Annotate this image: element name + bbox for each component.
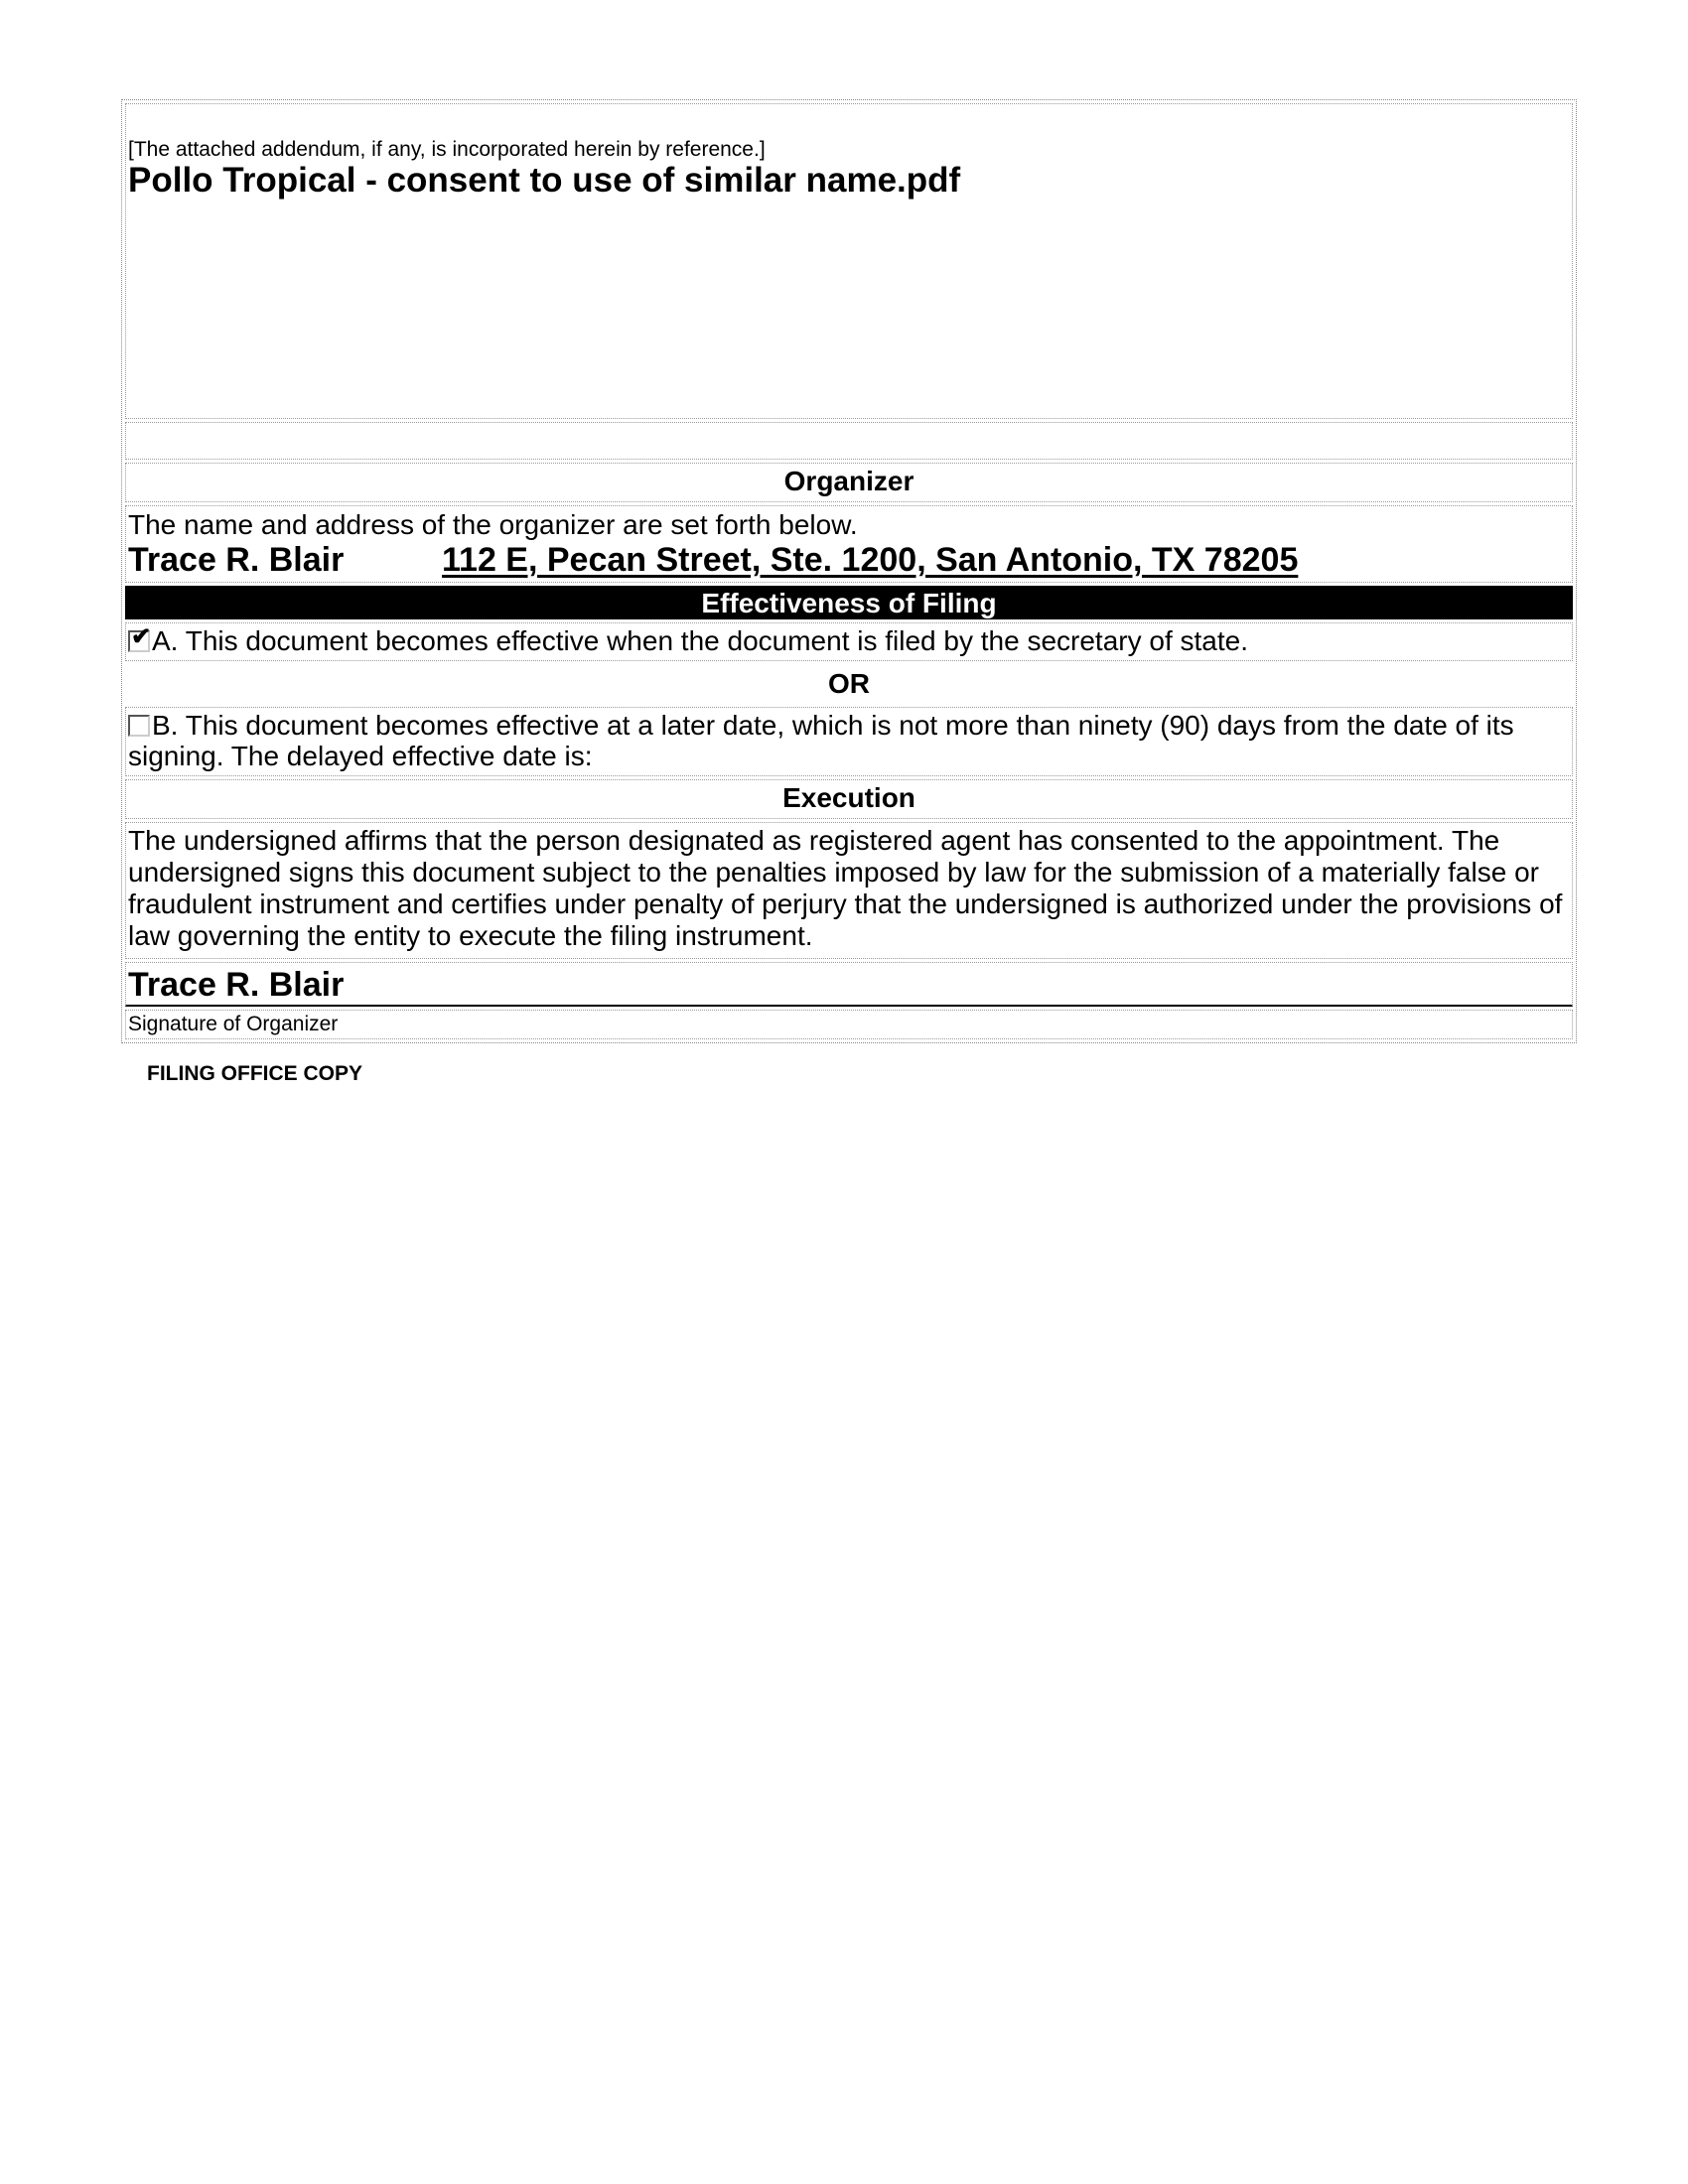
option-b-row: [125, 707, 1573, 776]
option-b-text: B. This document becomes effective at a later date, which is not more than ninety (90) days from the date of its signing. The delayed effective date is:: [128, 710, 1514, 771]
or-label: OR: [828, 668, 870, 699]
checkmark-icon: ✔: [131, 623, 152, 650]
organizer-line: [128, 540, 1570, 580]
addendum-file-name: Pollo Tropical - consent to use of similar name.pdf: [128, 161, 961, 200]
filing-form: [121, 99, 1577, 1043]
option-b-checkbox[interactable]: [128, 715, 150, 737]
organizer-name: Trace R. Blair: [128, 541, 345, 579]
blank-row: [125, 422, 1573, 460]
addendum-note: [The attached addendum, if any, is incorporated herein by reference.]: [128, 138, 766, 161]
organizer-heading: Organizer: [125, 463, 1573, 502]
effectiveness-heading: Effectiveness of Filing: [125, 586, 1573, 619]
signature-name: Trace R. Blair: [125, 962, 1573, 1007]
execution-text: The undersigned affirms that the person designated as registered agent has consented to the appointment. The undersigned signs this document subject to the penalties imposed by law for the submission of a materially false or fraudulent instrument and certifies under penalty of perjury that the undersigned is authorized under the provisions of law governing the entity to execute the filing instrument.: [125, 822, 1573, 959]
organizer-section: [125, 505, 1573, 583]
option-a-row: [125, 622, 1573, 661]
organizer-intro: The name and address of the organizer are set forth below.: [128, 509, 858, 540]
filing-office-copy-label: FILING OFFICE COPY: [147, 1062, 363, 1085]
option-a-text: A. This document becomes effective when the document is filed by the secretary of state.: [152, 625, 1248, 656]
execution-heading: Execution: [125, 779, 1573, 819]
organizer-address: 112 E, Pecan Street, Ste. 1200, San Antonio, TX 78205: [442, 541, 1299, 579]
signature-caption: Signature of Organizer: [125, 1010, 1573, 1039]
option-a-checkbox[interactable]: [128, 623, 152, 652]
addendum-section: [125, 103, 1573, 419]
